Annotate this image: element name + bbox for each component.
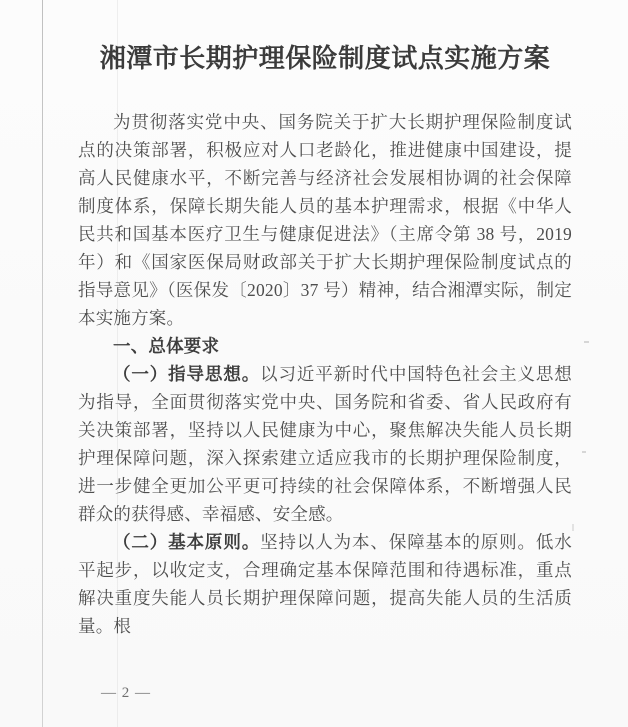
- paragraph-basic-principles: [78, 528, 572, 640]
- document-body: [78, 108, 572, 640]
- scan-artifact: [572, 524, 574, 531]
- paragraph-text-basic-principles: 坚持以人为本、保障基本的原则。低水平起步，以收定支，合理确定基本保障范围和待遇标准，重点解决重度失能人员长期护理保障问题，提高失能人员的生活质量。根: [78, 532, 572, 636]
- paragraph-label-guiding-ideology: （一）指导思想。: [113, 364, 261, 384]
- paragraph-label-basic-principles: （二）基本原则。: [113, 532, 261, 552]
- paragraph-guiding-ideology: [78, 360, 572, 528]
- paragraph-text-guiding-ideology: 以习近平新时代中国特色社会主义思想为指导，全面贯彻落实党中央、国务院和省委、省人民政府有关决策部署，坚持以人民健康为中心，聚焦解决失能人员长期护理保障问题，深入探索建立适应我市的长期护理保险制度，进一步健全更加公平更可持续的社会保障体系，不断增强人民群众的获得感、幸福感、安全感。: [78, 364, 572, 524]
- page-number: — 2 —: [101, 685, 151, 701]
- page-edge-line: [42, 0, 43, 727]
- section-heading-overall-requirements: 一、总体要求: [113, 336, 220, 356]
- scan-artifact: [584, 341, 589, 343]
- paragraph-intro: 为贯彻落实党中央、国务院关于扩大长期护理保险制度试点的决策部署，积极应对人口老龄化，推进健康中国建设，提高人民健康水平，不断完善与经济社会发展相协调的社会保障制度体系，保障长期失能人员的基本护理需求，根据《中华人民共和国基本医疗卫生与健康促进法》（主席令第 38 号，2019 年）和《国家医保局财政部关于扩大长期护理保险制度试点的指导意见》（医保发〔2020〕37 号）精神，结合湘潭实际，制定本实施方案。: [78, 112, 572, 328]
- scan-artifact: [582, 451, 586, 453]
- document-title: 湘潭市长期护理保险制度试点实施方案: [99, 44, 551, 73]
